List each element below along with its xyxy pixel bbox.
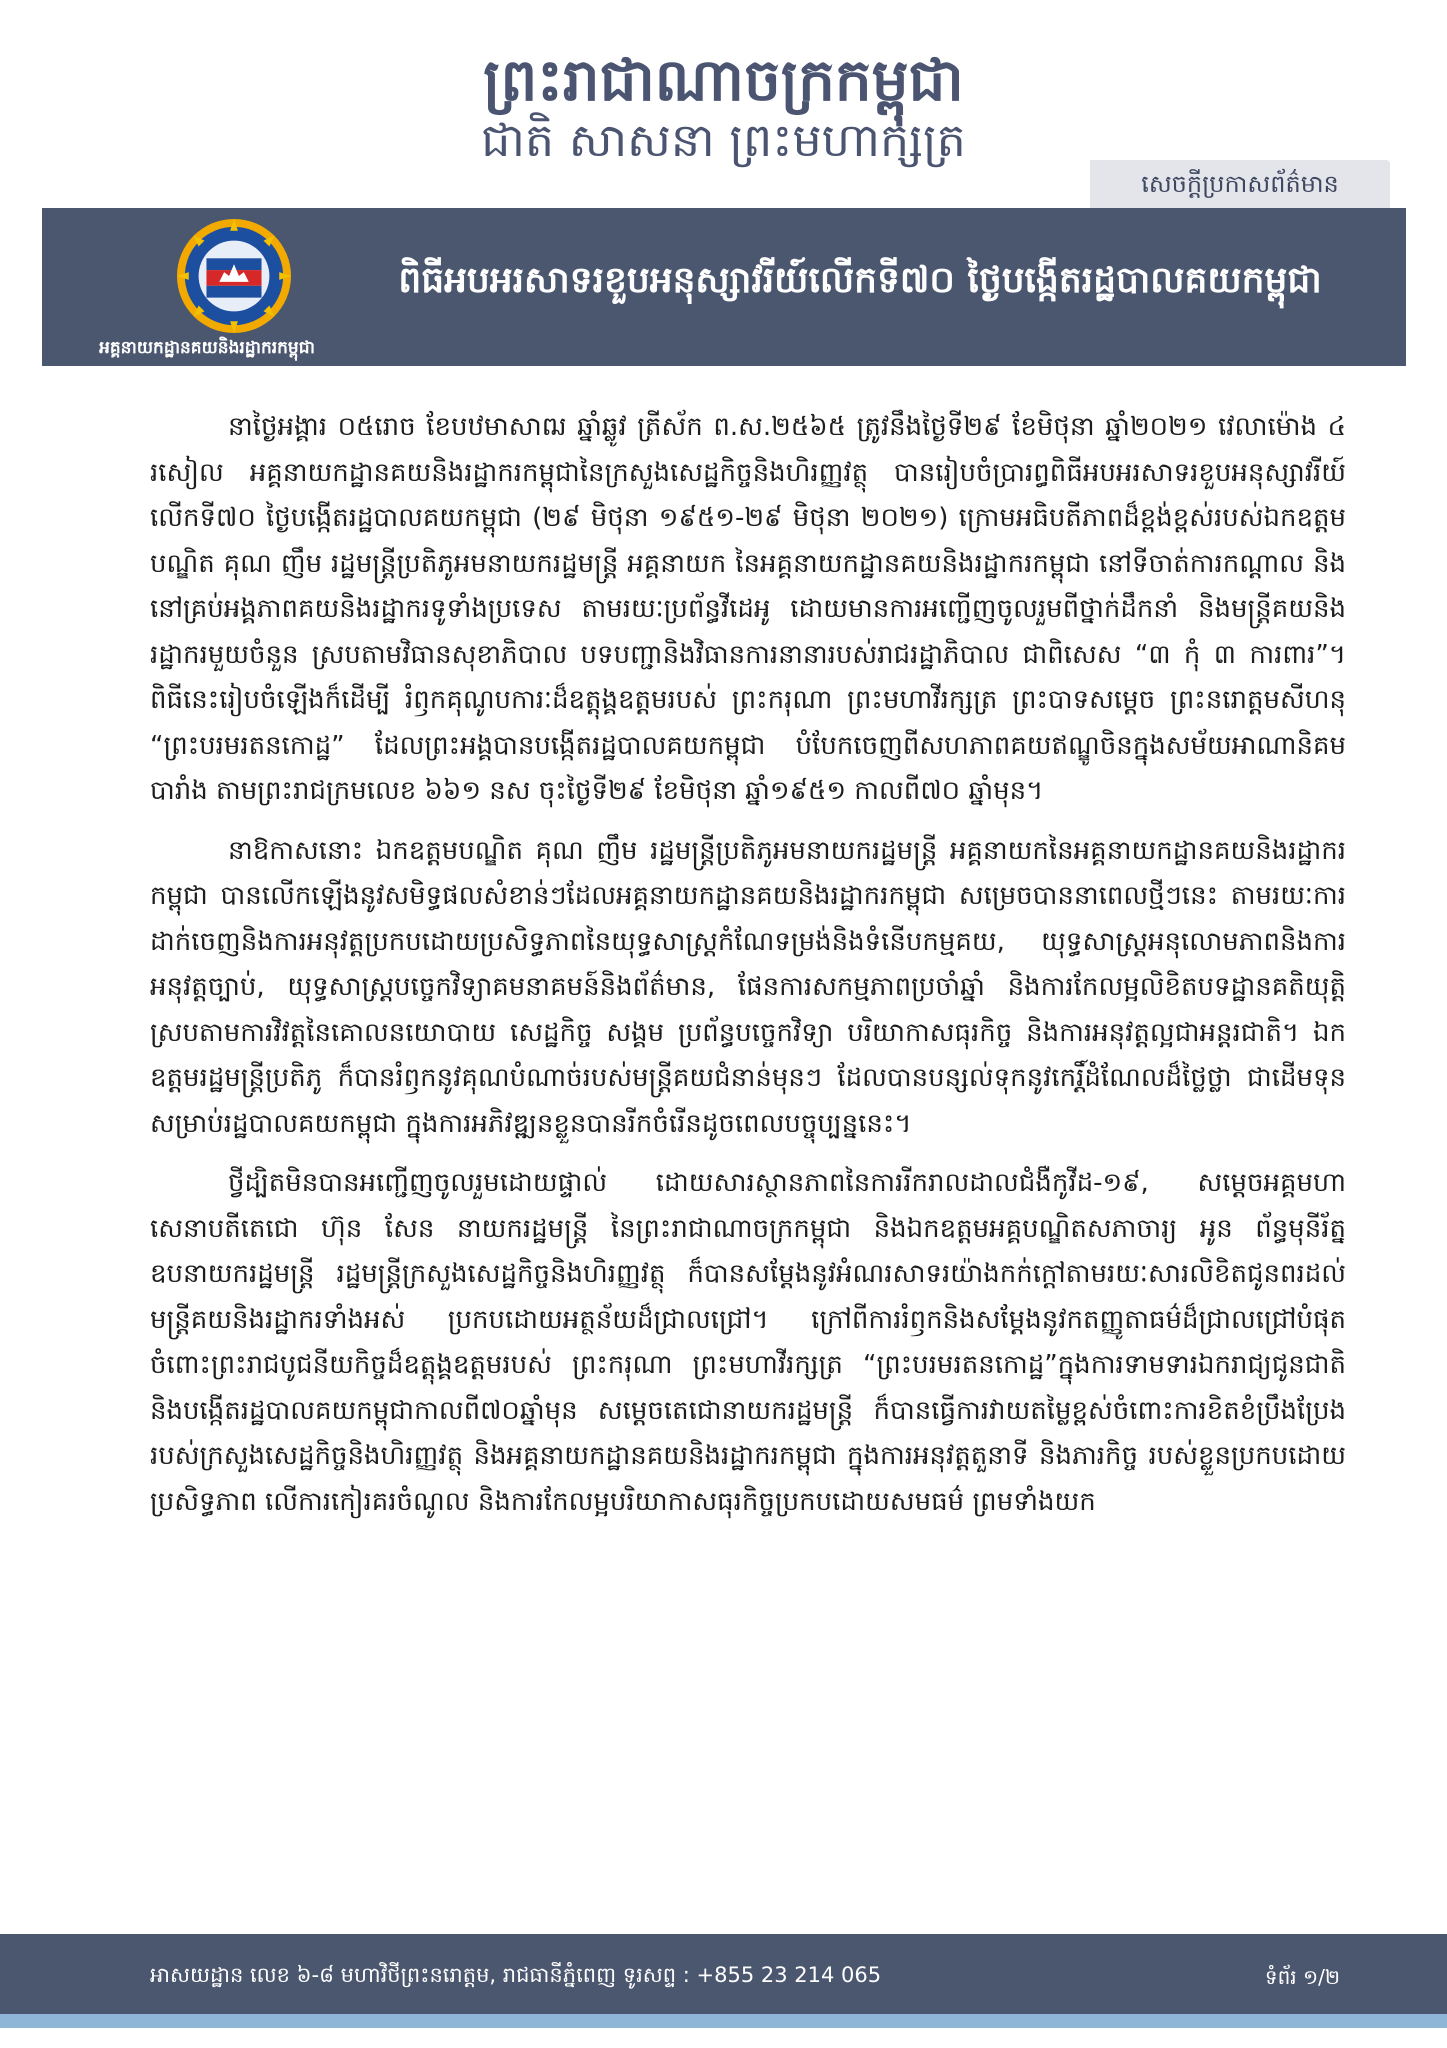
agency-name: អគ្គនាយកដ្ឋានគយនិងរដ្ឋាករកម្ពុជា	[99, 338, 315, 358]
document-type-label: សេចក្តីប្រកាសព័ត៌មាន	[1090, 160, 1390, 208]
customs-emblem-icon	[175, 217, 293, 335]
footer-strip	[0, 2014, 1447, 2028]
kingdom-title: ព្រះរាជាណាចក្រកម្ពុជា	[483, 46, 964, 114]
paragraph-2: នាឱកាសនោះ ឯកឧត្តមបណ្ឌិត គុណ ញឹម រដ្ឋមន្ត្រីប្រតិភូអមនាយករដ្ឋមន្ត្រី អគ្គនាយកនៃអគ្គនាយកដ្ឋានគយនិងរដ្ឋាករកម្ពុជា បានលើកឡើងនូវសមិទ្ធផលសំខាន់ៗដែលអគ្គនាយកដ្ឋានគយនិងរដ្ឋាករកម្ពុជា សម្រេចបាននាពេលថ្មីៗនេះ តាមរយៈការដាក់ចេញនិងការអនុវត្តប្រកបដោយប្រសិទ្ធភាពនៃយុទ្ធសាស្ត្រកំណែទម្រង់និងទំនើបកម្មគយ, យុទ្ធសាស្ត្រអនុលោមភាពនិងការអនុវត្តច្បាប់, យុទ្ធសាស្ត្របច្ចេកវិទ្យាគមនាគមន៍និងព័ត៌មាន, ផែនការសកម្មភាពប្រចាំឆ្នាំ និងការកែលម្អលិខិតបទដ្ឋានគតិយុត្តិ ស្របតាមការវិវត្តនៃគោលនយោបាយ សេដ្ឋកិច្ច សង្គម ប្រព័ន្ធបច្ចេកវិទ្យា បរិយាកាសធុរកិច្ច និងការអនុវត្តល្អជាអន្តរជាតិ។ ឯកឧត្តមរដ្ឋមន្ត្រីប្រតិភូ ក៏បានរំឭកនូវគុណបំណាច់របស់មន្ត្រីគយជំនាន់មុនៗ ដែលបានបន្សល់ទុកនូវកេរ្តិ៍ដំណែលដ៏ថ្លៃថ្លា ជាដើមទុនសម្រាប់រដ្ឋបាលគយកម្ពុជា ក្នុងការអភិវឌ្ឍនខ្លួនបានរីកចំរើនដូចពេលបច្ចុប្បន្ននេះ។	[150, 835, 1346, 1139]
paragraph-3: ថ្វីដ្បិតមិនបានអញ្ជើញចូលរួមដោយផ្ទាល់ ដោយសារស្ថានភាពនៃការរីករាលដាលជំងឺកូវីដ-១៩, សម្តេចអគ្គមហាសេនាបតីតេជោ ហ៊ុន សែន នាយករដ្ឋមន្ត្រី នៃព្រះរាជាណាចក្រកម្ពុជា និងឯកឧត្តមអគ្គបណ្ឌិតសភាចារ្យ អូន ព័ន្ធមុនីរ័ត្ន ឧបនាយករដ្ឋមន្ត្រី រដ្ឋមន្ត្រីក្រសួងសេដ្ឋកិច្ចនិងហិរញ្ញវត្ថុ ក៏បានសម្តែងនូវអំណរសាទរយ៉ាងកក់ក្តៅតាមរយៈសារលិខិតជូនពរដល់មន្ត្រីគយនិងរដ្ឋាករទាំងអស់ ប្រកបដោយអត្ថន័យដ៏ជ្រាលជ្រៅ។ ក្រៅពីការរំឭកនិងសម្តែងនូវកតញ្ញូតាធម៌ដ៏ជ្រាលជ្រៅបំផុត ចំពោះព្រះរាជបូជនីយកិច្ចដ៏ឧត្តុង្គឧត្តមរបស់ ព្រះករុណា ព្រះមហាវីរក្សត្រ “ព្រះបរមរតនកោដ្ឋ”ក្នុងការទាមទារឯករាជ្យជូនជាតិ និងបង្កើតរដ្ឋបាលគយកម្ពុជាកាលពី៧០ឆ្នាំមុន សម្តេចតេជោនាយករដ្ឋមន្ត្រី ក៏បានធ្វើការវាយតម្លៃខ្ពស់ចំពោះការខិតខំប្រឹងប្រែងរបស់ក្រសួងសេដ្ឋកិច្ចនិងហិរញ្ញវត្ថុ និងអគ្គនាយកដ្ឋានគយនិងរដ្ឋាករកម្ពុជា ក្នុងការអនុវត្តតួនាទី និងភារកិច្ច របស់ខ្លួនប្រកបដោយប្រសិទ្ធភាព លើការកៀរគរចំណូល និងការកែលម្អបរិយាកាសធុរកិច្ចប្រកបដោយសមធម៌ ព្រមទាំងយក	[150, 1168, 1346, 1517]
article-body	[150, 405, 1346, 1525]
press-release-title: ពិធីអបអរសាទរខួបអនុស្សាវរីយ៍លើកទី៧០ ថ្ងៃបង្កើតរដ្ឋបាលគយកម្ពុជា	[398, 259, 1322, 301]
footer-address: អាសយដ្ឋាន លេខ ៦-៨ មហាវិថីព្រះនរោត្តម, រាជធានីភ្នំពេញ ទូរសព្ទ : +855 23 214 065	[150, 1963, 882, 1987]
page-number: ទំព័រ ១/២	[1264, 1965, 1340, 1989]
kingdom-motto: ជាតិ សាសនា ព្រះមហាក្សត្រ	[481, 113, 966, 167]
paragraph-1: នាថ្ងៃអង្គារ ០៥រោច ខែបឋមាសាឍ ឆ្នាំឆ្លូវ ត្រីស័ក ព.ស.២៥៦៥ ត្រូវនឹងថ្ងៃទី២៩ ខែមិថុនា ឆ្នាំ២០២១ វេលាម៉ោង ៤ រសៀល អគ្គនាយកដ្ឋានគយនិងរដ្ឋាករកម្ពុជានៃក្រសួងសេដ្ឋកិច្ចនិងហិរញ្ញវត្ថុ បានរៀបចំប្រារព្ធពិធីអបអរសាទរខួបអនុស្សាវរីយ៍លើកទី៧០ ថ្ងៃបង្កើតរដ្ឋបាលគយកម្ពុជា (២៩ មិថុនា ១៩៥១-២៩ មិថុនា ២០២១) ក្រោមអធិបតីភាពដ៏ខ្ពង់ខ្ពស់របស់ឯកឧត្តមបណ្ឌិត គុណ ញឹម រដ្ឋមន្ត្រីប្រតិភូអមនាយករដ្ឋមន្ត្រី អគ្គនាយក នៃអគ្គនាយកដ្ឋានគយនិងរដ្ឋាករកម្ពុជា នៅទីចាត់ការកណ្តាល និងនៅគ្រប់អង្គភាពគយនិងរដ្ឋាករទូទាំងប្រទេស តាមរយៈប្រព័ន្ធវីដេអូ ដោយមានការអញ្ជើញចូលរួមពីថ្នាក់ដឹកនាំ និងមន្ត្រីគយនិងរដ្ឋាករមួយចំនួន ស្របតាមវិធានសុខាភិបាល បទបញ្ជានិងវិធានការនានារបស់រាជរដ្ឋាភិបាល ជាពិសេស “៣ កុំ ៣ ការពារ”។ ពិធីនេះរៀបចំឡើងក៏ដើម្បី រំឭកគុណូបការៈដ៏ឧត្តុង្គឧត្តមរបស់ ព្រះករុណា ព្រះមហាវីរក្សត្រ ព្រះបាទសម្តេច ព្រះនរោត្តមសីហនុ “ព្រះបរមរតនកោដ្ឋ” ដែលព្រះអង្គបានបង្កើតរដ្ឋបាលគយកម្ពុជា បំបែកចេញពីសហភាពគយឥណ្ឌូចិនក្នុងសម័យអាណានិគមបារាំង តាមព្រះរាជក្រមលេខ ៦៦១ នស ចុះថ្ងៃទី២៩ ខែមិថុនា ឆ្នាំ១៩៥១ កាលពី៧០ ឆ្នាំមុន។	[150, 412, 1346, 806]
